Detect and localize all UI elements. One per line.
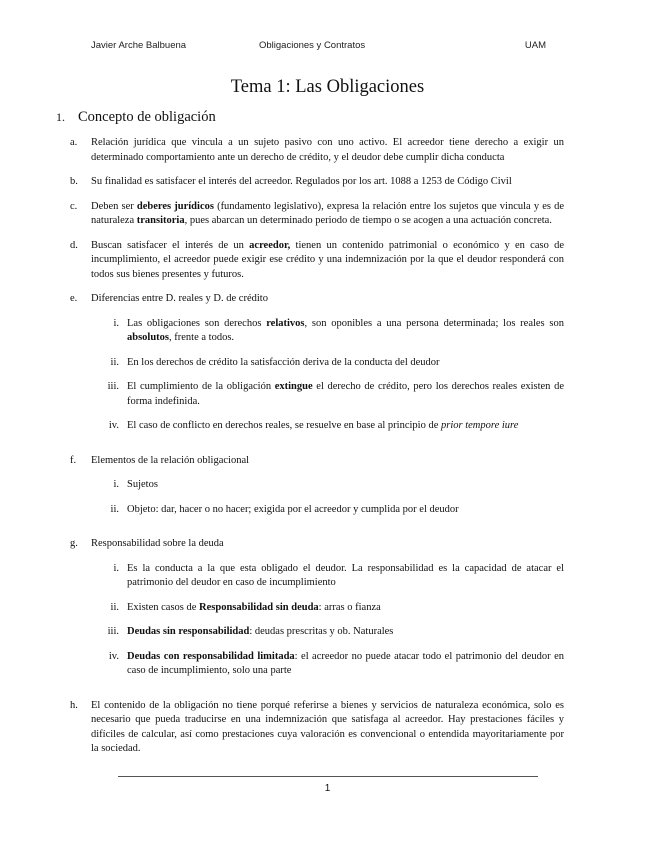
- sublist-item-text: Objeto: dar, hacer o no hacer; exigida por el acreedor y cumplida por el deudor: [127, 503, 459, 515]
- text-run: el derecho de crédito, pero los derechos reales existen de forma indefinida.: [127, 381, 564, 407]
- list-marker: b.: [70, 176, 78, 187]
- sublist-marker: i.: [113, 317, 119, 329]
- section-number: 1.: [56, 110, 65, 124]
- sublist-item: [91, 356, 564, 371]
- sublist-item-text: Es la conducta a la que esta obligado el deudor. La responsabilidad es la capacidad de atacar el patrimonio del deudor en caso de incumplimiento: [127, 562, 564, 588]
- sublist-item: [91, 650, 564, 679]
- footer-divider: [118, 776, 538, 777]
- section-heading-text: Concepto de obligación: [78, 109, 216, 125]
- document-body: [70, 136, 564, 767]
- sublist-item: [91, 503, 564, 518]
- header-subject: Obligaciones y Contratos: [259, 40, 366, 51]
- sublist-item-text: [127, 601, 564, 616]
- list-item-body: [91, 454, 564, 528]
- bold-term: acreedor,: [249, 239, 291, 251]
- sublist-item: [91, 380, 564, 409]
- list-marker: e.: [70, 293, 78, 304]
- sublist-marker: iii.: [107, 626, 119, 637]
- sublist-item: [91, 419, 564, 434]
- document-title: Tema 1: Las Obligaciones: [230, 77, 425, 97]
- text-run: (fundamento legislativo), expresa la relación entre los sujetos que vincula y es de naturaleza: [91, 200, 564, 226]
- list-item-text: Relación jurídica que vincula a un sujeto pasivo con uno activo. El acreedor tiene derecho a exigir un determinado comportamiento ante un derecho de crédito, y el deudor debe cumplir dicha conducta: [91, 137, 564, 163]
- text-run: tienen un contenido patrimonial o económico y en caso de incumplimiento, el acreedor puede exigir ese crédito y una indemnización por la que el deudor responderá con todos sus bienes presentes y futuros.: [91, 239, 564, 280]
- sublist-marker: i.: [113, 562, 119, 574]
- list-item-e: [70, 292, 564, 444]
- section-heading: [56, 109, 216, 126]
- sublist-item: [91, 601, 564, 616]
- sublist: [91, 317, 564, 434]
- text-run: Existen casos de: [127, 601, 200, 613]
- sublist-item-text: [127, 380, 564, 409]
- text-run: Buscan satisfacer el interés de un: [91, 239, 250, 251]
- bold-term: extingue: [274, 381, 313, 392]
- list-marker: a.: [70, 137, 78, 148]
- sublist-item: [91, 625, 564, 640]
- text-run: : arras o fianza: [318, 601, 381, 613]
- list-item-text: Elementos de la relación obligacional: [91, 454, 250, 466]
- list-item-text: [91, 200, 564, 229]
- sublist: [91, 478, 564, 517]
- sublist-marker: iv.: [108, 420, 119, 431]
- sublist-item: [91, 562, 564, 591]
- text-run: , pues abarcan un determinado periodo de tiempo o se acogen a una actuación concreta.: [184, 215, 552, 226]
- text-run: : deudas prescritas y ob. Naturales: [249, 626, 394, 637]
- list-item-body: [91, 292, 564, 444]
- list-item-b: [70, 175, 564, 190]
- text-run: Las obligaciones son derechos: [127, 317, 267, 329]
- sublist-marker: ii.: [110, 601, 119, 613]
- list-item-text: Diferencias entre D. reales y D. de crédito: [91, 293, 268, 304]
- sublist-marker: ii.: [110, 503, 119, 515]
- list-marker: g.: [70, 538, 78, 549]
- sublist-item-text: Sujetos: [127, 479, 158, 490]
- bold-term: deberes jurídicos: [136, 200, 214, 212]
- list-item-text: Su finalidad es satisfacer el interés del acreedor. Regulados por los art. 1088 a 1253 de Código Civil: [91, 176, 512, 187]
- list-marker: h.: [70, 699, 78, 711]
- page-number: 1: [324, 783, 331, 794]
- text-run: , son oponibles a una persona determinada; los reales son: [304, 317, 564, 329]
- page-header: [91, 40, 546, 54]
- list-item-g: [70, 537, 564, 689]
- header-author: Javier Arche Balbuena: [91, 40, 187, 51]
- list-item-c: [70, 200, 564, 229]
- bold-term: relativos: [266, 317, 305, 329]
- sublist-item-text: En los derechos de crédito la satisfacción deriva de la conducta del deudor: [127, 356, 440, 368]
- list-item-text: [91, 239, 564, 283]
- list-item-f: [70, 454, 564, 528]
- sublist-item: [91, 478, 564, 493]
- sublist-item-text: [127, 317, 564, 346]
- sublist-item: [91, 317, 564, 346]
- sublist-item-text: [127, 625, 564, 640]
- sublist-item-text: [127, 419, 564, 434]
- list-item-a: [70, 136, 564, 165]
- bold-term: absolutos: [127, 332, 170, 343]
- list-marker: c.: [70, 200, 78, 212]
- sublist-marker: ii.: [110, 356, 119, 368]
- list-marker: f.: [70, 454, 77, 466]
- list-item-text: El contenido de la obligación no tiene porqué referirse a bienes y servicios de naturaleza económica, solo es necesario que pueda traducirse en una indemnización que satisfaga al acreedor. Hay prestaciones fáciles y difíciles de calcular, así como prestaciones cuya valoración es convencional o entendida mayoritariamente por la sociedad.: [91, 699, 564, 754]
- text-run: Deben ser: [91, 200, 137, 212]
- text-run: : el acreedor no puede atacar todo el patrimonio del deudor en caso de incumplimiento, solo una parte: [127, 650, 564, 676]
- sublist-marker: iv.: [108, 650, 119, 662]
- bold-term: Deudas con responsabilidad limitada: [127, 650, 295, 662]
- bold-term: Responsabilidad sin deuda: [199, 601, 319, 613]
- bold-term: Deudas sin responsabilidad: [127, 626, 250, 637]
- sublist-marker: i.: [113, 479, 119, 490]
- text-run: El caso de conflicto en derechos reales, se resuelve en base al principio de: [127, 420, 441, 431]
- list-item-body: [91, 537, 564, 689]
- sublist-marker: iii.: [107, 381, 119, 392]
- sublist: [91, 562, 564, 679]
- list-marker: d.: [70, 239, 78, 251]
- text-run: , frente a todos.: [169, 332, 235, 343]
- sublist-item-text: [127, 650, 564, 679]
- italic-term: prior tempore iure: [441, 420, 519, 431]
- bold-term: transitoria: [136, 215, 185, 226]
- list-item-h: [70, 699, 564, 757]
- text-run: El cumplimiento de la obligación: [127, 381, 275, 392]
- list-item-text: Responsabilidad sobre la deuda: [91, 538, 224, 549]
- list-item-d: [70, 239, 564, 283]
- header-institution: UAM: [524, 40, 546, 51]
